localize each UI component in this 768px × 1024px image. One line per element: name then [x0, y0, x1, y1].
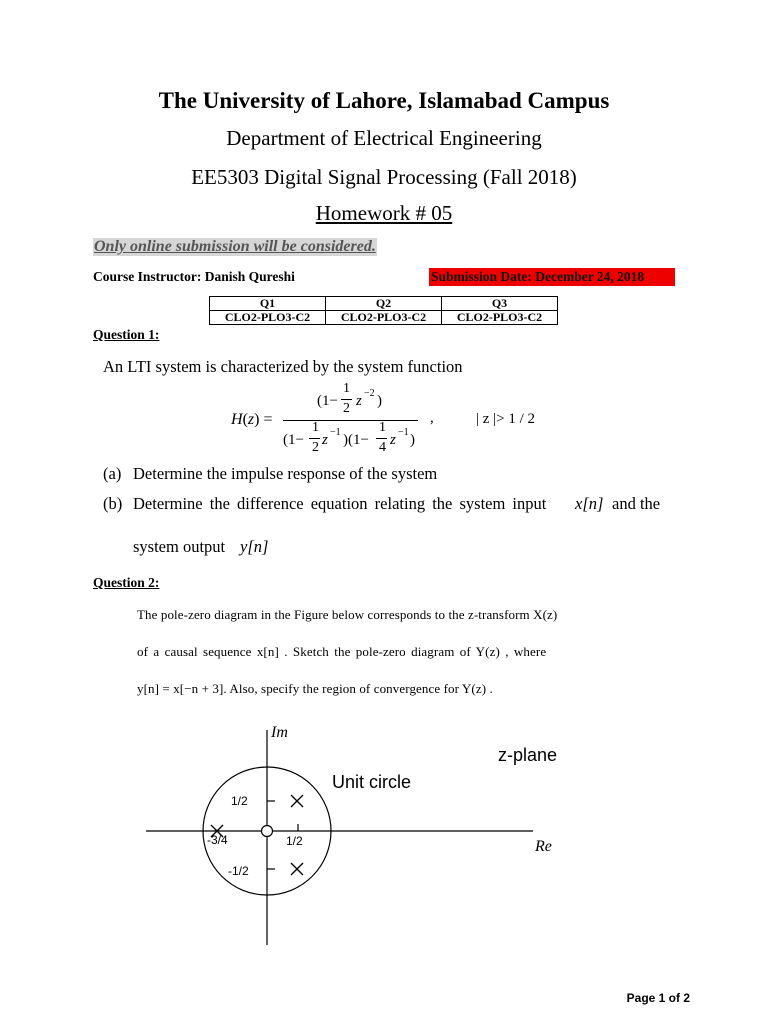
question2-line1: The pole-zero diagram in the Figure below corresponds to the z-transform X(z)	[137, 607, 558, 622]
zero-marker-origin	[262, 826, 273, 837]
den-mid: )(1−	[343, 432, 369, 448]
question2-line2: of a causal sequence x[n] . Sketch the pole-zero diagram of Y(z) , where	[137, 644, 547, 659]
clo-header-q3: Q3	[442, 297, 558, 311]
num-z: z	[356, 393, 362, 409]
equation-lhs: H(z) =	[231, 411, 273, 428]
tick-label-re-half: 1/2	[286, 834, 303, 848]
homework-title: Homework # 05	[315, 201, 453, 225]
equation-comma: ,	[430, 410, 434, 426]
den-open: (1−	[283, 432, 304, 448]
department-title: Department of Electrical Engineering	[226, 126, 542, 150]
part-b-text: Determine the difference equation relating the system input	[133, 494, 547, 513]
tick-label-im-neg-half: -1/2	[228, 864, 249, 878]
page-number: Page 1 of 2	[626, 991, 690, 1005]
den-exp2: −1	[398, 427, 409, 438]
clo-header-q2: Q2	[326, 297, 442, 311]
clo-header-q1: Q1	[210, 297, 326, 311]
clo-value-q2: CLO2-PLO3-C2	[326, 311, 442, 325]
pole-marker-lower	[291, 863, 303, 875]
den-frac2-top: 1	[379, 420, 386, 435]
part-b-output: y[n]	[240, 537, 269, 556]
pole-marker-upper	[291, 795, 303, 807]
submission-date: Submission Date: December 24, 2018	[429, 268, 675, 286]
unit-circle-label: Unit circle	[332, 772, 412, 792]
part-b-label: (b)	[103, 494, 123, 513]
part-a-label: (a)	[103, 464, 122, 483]
den-exp1: −1	[330, 427, 341, 438]
question1-intro: An LTI system is characterized by the system function	[103, 357, 463, 376]
question2-line3: y[n] = x[−n + 3]. Also, specify the region of convergence for Y(z) .	[137, 681, 493, 696]
den-frac1-bot: 2	[312, 440, 319, 455]
z-plane-label: z-plane	[498, 745, 558, 765]
clo-value-q3: CLO2-PLO3-C2	[442, 311, 558, 325]
course-instructor: Course Instructor: Danish Qureshi	[93, 269, 295, 284]
submission-notice: Only online submission will be considered.	[94, 238, 376, 255]
roc-condition: | z |> 1 / 2	[476, 411, 536, 427]
num-close: )	[377, 393, 382, 409]
clo-value-q1: CLO2-PLO3-C2	[210, 311, 326, 325]
den-close: )	[410, 432, 415, 448]
part-a-text: Determine the impulse response of the system	[133, 464, 438, 483]
tick-label-neg-three-quarter: -3/4	[207, 833, 228, 847]
num-exp: −2	[364, 388, 375, 399]
den-frac1-top: 1	[312, 420, 319, 435]
den-frac2-bot: 4	[379, 440, 386, 455]
part-b-line2: system output	[133, 537, 226, 556]
part-b-input: x[n]	[575, 494, 604, 513]
im-axis-label: Im	[271, 724, 288, 741]
re-axis-label: Re	[535, 838, 552, 855]
tick-label-im-half: 1/2	[231, 794, 248, 808]
part-b-and: and the	[612, 494, 661, 513]
question2-heading: Question 2:	[93, 575, 160, 590]
num-frac-top: 1	[343, 381, 350, 396]
question1-heading: Question 1:	[93, 327, 160, 342]
den-z2: z	[390, 432, 396, 448]
num-frac-bot: 2	[343, 401, 350, 416]
num-open: (1−	[317, 393, 338, 409]
den-z1: z	[322, 432, 328, 448]
university-title: The University of Lahore, Islamabad Campus	[158, 88, 610, 113]
course-title: EE5303 Digital Signal Processing (Fall 2018)	[191, 165, 577, 189]
